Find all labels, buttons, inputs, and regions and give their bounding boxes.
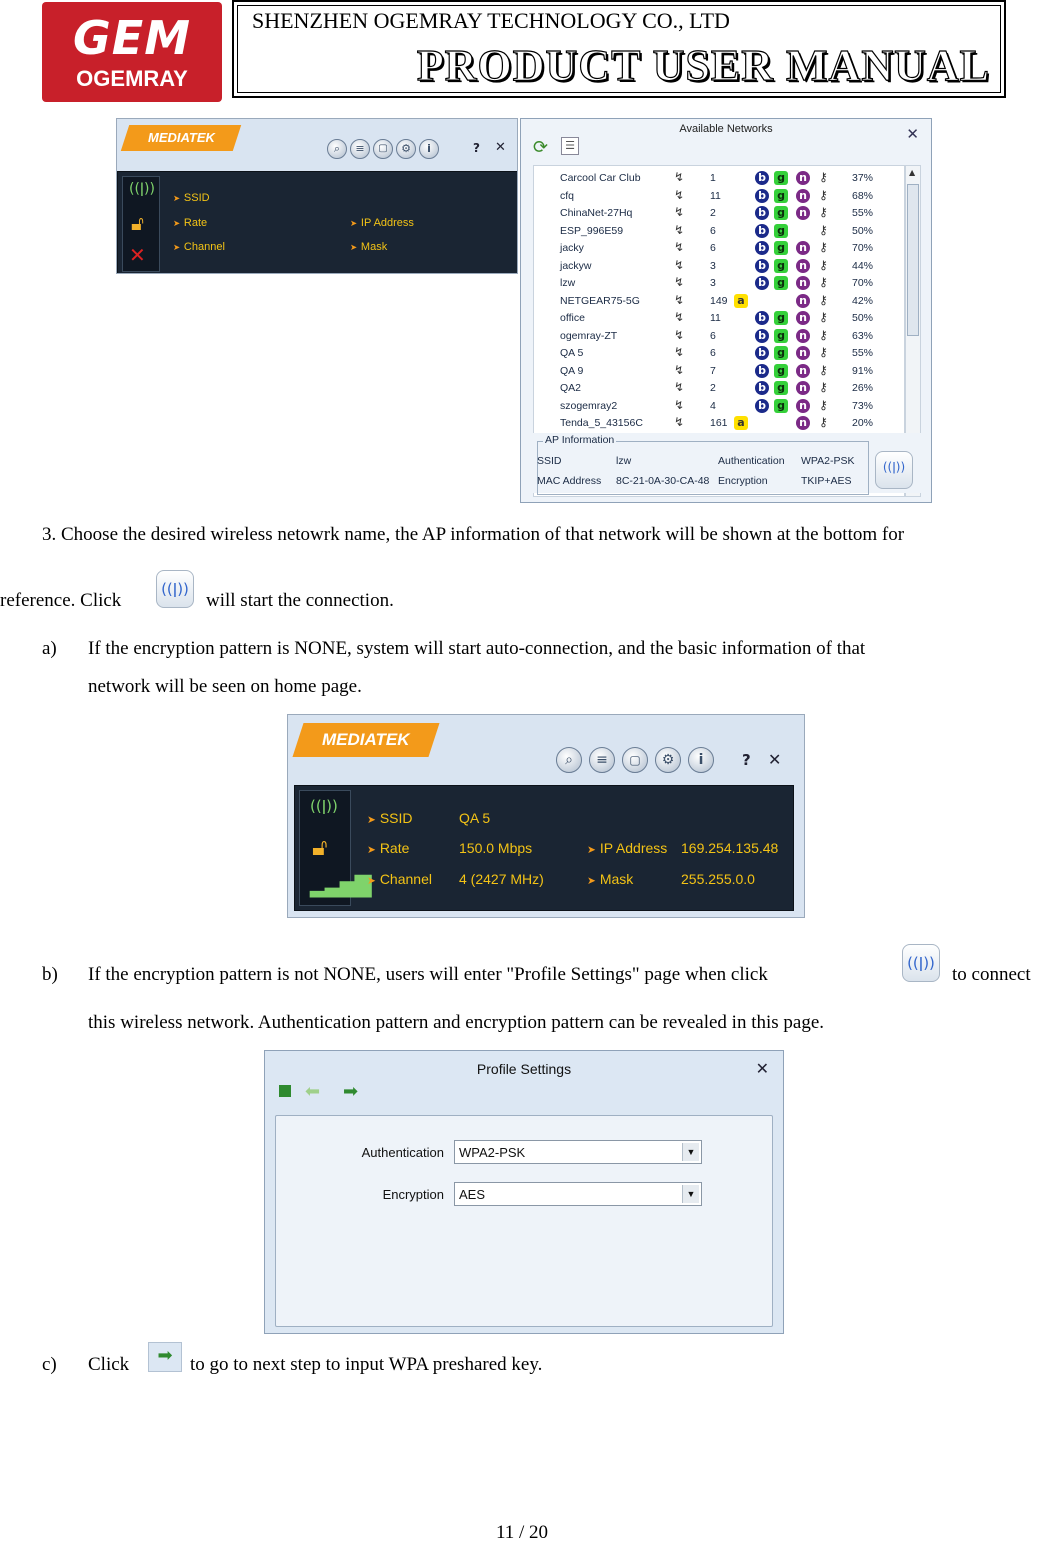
network-ssid: NETGEAR75-5G	[560, 294, 640, 307]
signal-icon: ↯	[674, 345, 685, 359]
authentication-value: WPA2-PSK	[459, 1145, 526, 1160]
ip-address-label: ➤ IP Address	[350, 217, 414, 229]
mode-a-icon: a	[734, 294, 748, 308]
network-signal-percent: 63%	[852, 329, 874, 342]
network-ssid: szogemray2	[560, 399, 618, 412]
ip-address-label: ➤ IP Address	[587, 840, 667, 856]
signal-icon: ↯	[674, 275, 685, 289]
mode-b-icon: b	[755, 346, 769, 360]
page-number: 11 / 20	[495, 1522, 549, 1543]
mode-n-icon: n	[796, 189, 810, 203]
signal-icon: ↯	[674, 327, 685, 342]
company-logo	[42, 2, 222, 102]
security-icon: ⚷	[819, 205, 828, 219]
channel-label: ➤ Channel	[173, 241, 225, 253]
no-signal-icon: ✕	[129, 243, 146, 267]
network-row[interactable]	[534, 363, 904, 380]
security-icon: ⚷	[819, 397, 828, 412]
mode-n-icon: n	[796, 294, 810, 308]
network-ssid: QA2	[560, 382, 582, 394]
connect-icon: ((ǀ))	[882, 460, 906, 474]
mode-n-icon: n	[796, 346, 810, 360]
mode-n-icon: n	[796, 259, 810, 273]
mode-g-icon: g	[774, 399, 788, 413]
network-row[interactable]	[534, 398, 904, 415]
network-ssid: ChinaNet-27Hq	[560, 207, 633, 219]
logo-mark: GEM	[73, 11, 191, 65]
available-networks-panel	[520, 118, 932, 503]
signal-icon: ↯	[674, 415, 685, 429]
network-signal-percent: 91%	[852, 364, 874, 377]
refresh-icon[interactable]: ⟳	[533, 137, 549, 158]
status-icon-column	[299, 790, 370, 906]
item-c-line-start: Click	[88, 1354, 130, 1375]
network-channel: 3	[710, 277, 716, 289]
profile-settings-title: Profile Settings	[476, 1061, 572, 1077]
network-signal-percent: 70%	[852, 277, 874, 289]
rate-label: ➤ Rate	[367, 840, 409, 856]
network-ssid: lzw	[560, 277, 576, 289]
channel-value: 4 (2427 MHz)	[459, 871, 544, 887]
gear-icon[interactable]: ⚙	[655, 747, 681, 773]
ap-auth-label: Authentication	[718, 455, 785, 467]
next-arrow-icon[interactable]: ➡	[343, 1081, 359, 1102]
mode-g-icon: g	[774, 364, 788, 378]
list-icon[interactable]: ≡	[589, 747, 615, 773]
next-arrow-icon: ➡	[148, 1342, 182, 1372]
mode-b-icon: b	[755, 276, 769, 290]
network-channel: 7	[710, 364, 716, 377]
authentication-label: Authentication	[361, 1145, 444, 1160]
networks-title: Available Networks	[679, 123, 773, 135]
ap-mac-label: MAC Address	[537, 475, 602, 487]
ap-information	[533, 433, 923, 493]
security-icon: ⚷	[819, 292, 828, 307]
mode-g-icon: g	[774, 206, 788, 220]
item-b-line1-start: If the encryption pattern is not NONE, users will enter "Profile Settings" page when click	[88, 964, 768, 985]
chevron-down-icon: ▼	[682, 1143, 699, 1161]
scroll-up-icon[interactable]: ▲	[909, 168, 916, 177]
ip-address-value: 169.254.135.48	[681, 840, 779, 856]
network-row[interactable]	[534, 293, 904, 310]
mode-g-icon: g	[774, 346, 788, 360]
network-ssid: ESP_996E59	[560, 224, 624, 237]
mask-label: ➤ Mask	[587, 871, 633, 887]
rate-label: ➤ Rate	[173, 217, 207, 229]
profile-icon[interactable]: ▢	[622, 747, 648, 773]
item-a-marker: a)	[42, 638, 57, 659]
network-row[interactable]	[534, 188, 904, 205]
network-channel: 11	[710, 189, 721, 202]
network-channel: 6	[710, 329, 716, 342]
mode-n-icon: n	[796, 241, 810, 255]
security-icon: ⚷	[819, 222, 828, 237]
status-info-box	[294, 785, 794, 911]
network-channel: 6	[710, 347, 716, 359]
network-ssid: office	[560, 312, 585, 324]
mode-g-icon: g	[774, 241, 788, 255]
status-icon-column	[122, 176, 160, 272]
signal-icon: ↯	[674, 380, 685, 394]
logo-wordmark: OGEMRAY	[76, 66, 188, 91]
network-signal-percent: 44%	[852, 259, 874, 272]
mode-g-icon: g	[774, 224, 788, 238]
signal-icon: ↯	[674, 205, 685, 219]
encryption-select[interactable]	[454, 1182, 702, 1206]
mode-b-icon: b	[755, 311, 769, 325]
security-icon: ⚷	[819, 345, 828, 359]
signal-icon: ↯	[674, 292, 685, 307]
network-row[interactable]	[534, 275, 904, 292]
signal-icon: ↯	[674, 222, 685, 237]
signal-icon: ↯	[674, 240, 685, 254]
ap-auth-value: WPA2-PSK	[801, 455, 855, 467]
mode-n-icon: n	[796, 364, 810, 378]
mask-label: ➤ Mask	[350, 241, 387, 253]
mode-b-icon: b	[755, 399, 769, 413]
mode-n-icon: n	[796, 381, 810, 395]
profile-settings-window	[264, 1050, 784, 1334]
network-signal-percent: 42%	[852, 294, 874, 307]
list-icon[interactable]: ≡	[350, 139, 370, 159]
connect-icon: ((ǀ))	[902, 944, 940, 982]
connect-icon: ((ǀ))	[156, 570, 194, 608]
network-row[interactable]	[534, 328, 904, 345]
mode-n-icon: n	[796, 206, 810, 220]
security-icon: ⚷	[819, 170, 828, 184]
signal-icon: ↯	[674, 187, 685, 202]
list-view-icon[interactable]: ☰	[561, 137, 579, 155]
antenna-icon: ((ǀ))	[310, 797, 338, 815]
status-panel-connected	[287, 714, 805, 918]
step3-line2-start: reference. Click	[0, 590, 122, 611]
network-row[interactable]	[534, 380, 904, 397]
channel-label: ➤ Channel	[367, 871, 432, 887]
network-signal-percent: 55%	[852, 347, 874, 359]
network-signal-percent: 37%	[852, 172, 874, 184]
unlock-icon: 🔓︎	[312, 833, 328, 861]
network-row[interactable]	[534, 310, 904, 327]
item-c-marker: c)	[42, 1354, 57, 1375]
mode-g-icon: g	[774, 276, 788, 290]
back-arrow-icon[interactable]: ⬅	[305, 1081, 321, 1102]
profile-settings-body	[275, 1115, 773, 1327]
network-channel: 6	[710, 242, 716, 254]
signal-icon: ↯	[674, 310, 685, 324]
ap-information-legend: AP Information	[545, 434, 615, 446]
ap-enc-label: Encryption	[718, 475, 768, 487]
antenna-icon: ((ǀ))	[129, 181, 155, 197]
help-icon[interactable]: ?	[473, 141, 480, 155]
mode-b-icon: b	[755, 364, 769, 378]
network-signal-percent: 70%	[852, 242, 874, 254]
item-a-line2: network will be seen on home page.	[88, 676, 362, 697]
rate-value: 150.0 Mbps	[459, 840, 533, 856]
mode-g-icon: g	[774, 171, 788, 185]
network-signal-percent: 26%	[852, 382, 874, 394]
info-icon[interactable]: i	[688, 747, 714, 773]
network-channel: 4	[710, 399, 716, 412]
network-ssid: Carcool Car Club	[560, 172, 641, 184]
ap-ssid-label: SSID	[537, 455, 562, 467]
network-row[interactable]	[534, 345, 904, 362]
signal-strength-icon: ▂▃▅▇	[310, 873, 370, 898]
network-signal-percent: 50%	[852, 224, 874, 237]
item-b-line1-end: to connect	[952, 964, 1031, 985]
encryption-label: Encryption	[382, 1187, 444, 1202]
network-row[interactable]	[534, 240, 904, 257]
mode-b-icon: b	[755, 224, 769, 238]
network-channel: 149	[710, 294, 728, 307]
info-icon[interactable]: i	[419, 139, 439, 159]
chevron-down-icon: ▼	[682, 1185, 699, 1203]
network-channel: 2	[710, 207, 716, 219]
security-icon: ⚷	[819, 187, 828, 202]
mode-b-icon: b	[755, 171, 769, 185]
step3-line1: 3. Choose the desired wireless netowrk name, the AP information of that network will be shown at the bottom for	[42, 524, 905, 545]
connect-button[interactable]	[875, 451, 913, 489]
stop-icon[interactable]	[279, 1085, 291, 1097]
mode-b-icon: b	[755, 381, 769, 395]
status-panel-disconnected	[116, 118, 518, 274]
security-icon: ⚷	[819, 240, 828, 254]
mode-g-icon: g	[774, 329, 788, 343]
network-signal-percent: 50%	[852, 312, 874, 324]
network-ssid: cfq	[560, 189, 575, 202]
network-channel: 11	[710, 312, 721, 324]
network-ssid: QA 5	[560, 347, 584, 359]
network-channel: 2	[710, 382, 716, 394]
network-signal-percent: 73%	[852, 399, 874, 412]
mode-n-icon: n	[796, 171, 810, 185]
mode-g-icon: g	[774, 311, 788, 325]
mode-n-icon: n	[796, 416, 810, 430]
mode-g-icon: g	[774, 259, 788, 273]
security-icon: ⚷	[819, 310, 828, 324]
document-title: PRODUCT USER MANUAL	[416, 41, 990, 90]
mode-n-icon: n	[796, 276, 810, 290]
mode-b-icon: b	[755, 259, 769, 273]
security-icon: ⚷	[819, 415, 828, 429]
network-row[interactable]	[534, 223, 904, 240]
network-row[interactable]	[534, 258, 904, 275]
mode-n-icon: n	[796, 329, 810, 343]
close-icon[interactable]: ✕	[755, 1059, 769, 1078]
network-signal-percent: 68%	[852, 189, 874, 202]
signal-icon: ↯	[674, 362, 685, 377]
network-signal-percent: 55%	[852, 207, 874, 219]
ap-enc-value: TKIP+AES	[801, 475, 852, 487]
mode-n-icon: n	[796, 399, 810, 413]
ssid-value: QA 5	[459, 810, 491, 826]
company-name: SHENZHEN OGEMRAY TECHNOLOGY CO., LTD	[252, 8, 730, 33]
gear-icon[interactable]: ⚙	[396, 139, 416, 159]
item-c-line-end: to go to next step to input WPA preshared key.	[190, 1354, 543, 1375]
help-icon[interactable]: ?	[742, 751, 751, 769]
security-icon: ⚷	[819, 380, 828, 394]
mode-n-icon: n	[796, 311, 810, 325]
ssid-label: ➤ SSID	[173, 192, 210, 204]
status-info-box	[117, 171, 518, 274]
network-channel: 6	[710, 224, 716, 237]
network-channel: 1	[710, 172, 716, 184]
network-ssid: QA 9	[560, 364, 584, 377]
security-icon: ⚷	[819, 257, 828, 272]
ap-ssid-value: lzw	[616, 455, 632, 467]
search-icon[interactable]: ⌕	[327, 139, 347, 159]
close-icon[interactable]: ✕	[495, 140, 506, 155]
step3-line2-end: will start the connection.	[206, 590, 394, 611]
mode-b-icon: b	[755, 329, 769, 343]
signal-icon: ↯	[674, 397, 685, 412]
network-signal-percent: 20%	[852, 417, 874, 429]
network-channel: 3	[710, 259, 716, 272]
network-row[interactable]	[534, 170, 904, 187]
mode-g-icon: g	[774, 381, 788, 395]
close-icon[interactable]: ✕	[906, 125, 919, 143]
scroll-thumb[interactable]	[907, 184, 919, 336]
security-icon: ⚷	[819, 275, 828, 289]
signal-icon: ↯	[674, 257, 685, 272]
network-channel: 161	[710, 417, 728, 429]
mode-b-icon: b	[755, 241, 769, 255]
mask-value: 255.255.0.0	[681, 871, 755, 887]
unlock-icon: 🔓︎	[131, 211, 144, 235]
item-b-marker: b)	[42, 964, 58, 985]
ap-mac-value: 8C-21-0A-30-CA-48	[616, 475, 710, 487]
network-ssid: jackyw	[560, 259, 592, 272]
mediatek-logo: MEDIATEK	[292, 723, 439, 757]
mode-b-icon: b	[755, 189, 769, 203]
item-b-line2: this wireless network. Authentication pattern and encryption pattern can be revealed in this page.	[88, 1012, 825, 1033]
profile-icon[interactable]: ▢	[373, 139, 393, 159]
mode-g-icon: g	[774, 189, 788, 203]
signal-icon: ↯	[674, 170, 685, 184]
security-icon: ⚷	[819, 362, 828, 377]
security-icon: ⚷	[819, 327, 828, 342]
authentication-select[interactable]	[454, 1140, 702, 1164]
mode-b-icon: b	[755, 206, 769, 220]
close-icon[interactable]: ✕	[768, 750, 782, 769]
network-row[interactable]	[534, 205, 904, 222]
item-a-line1: If the encryption pattern is NONE, system will start auto-connection, and the basic information of that	[88, 638, 866, 659]
ssid-label: ➤ SSID	[367, 810, 413, 826]
mediatek-logo: MEDIATEK	[121, 125, 241, 151]
encryption-value: AES	[459, 1187, 486, 1202]
network-ssid: jacky	[560, 242, 584, 254]
network-ssid: Tenda_5_43156C	[560, 417, 643, 429]
header-title-box	[232, 0, 1006, 98]
network-row[interactable]	[534, 415, 904, 432]
search-icon[interactable]: ⌕	[556, 747, 582, 773]
mode-a-icon: a	[734, 416, 748, 430]
network-ssid: ogemray-ZT	[560, 329, 618, 342]
